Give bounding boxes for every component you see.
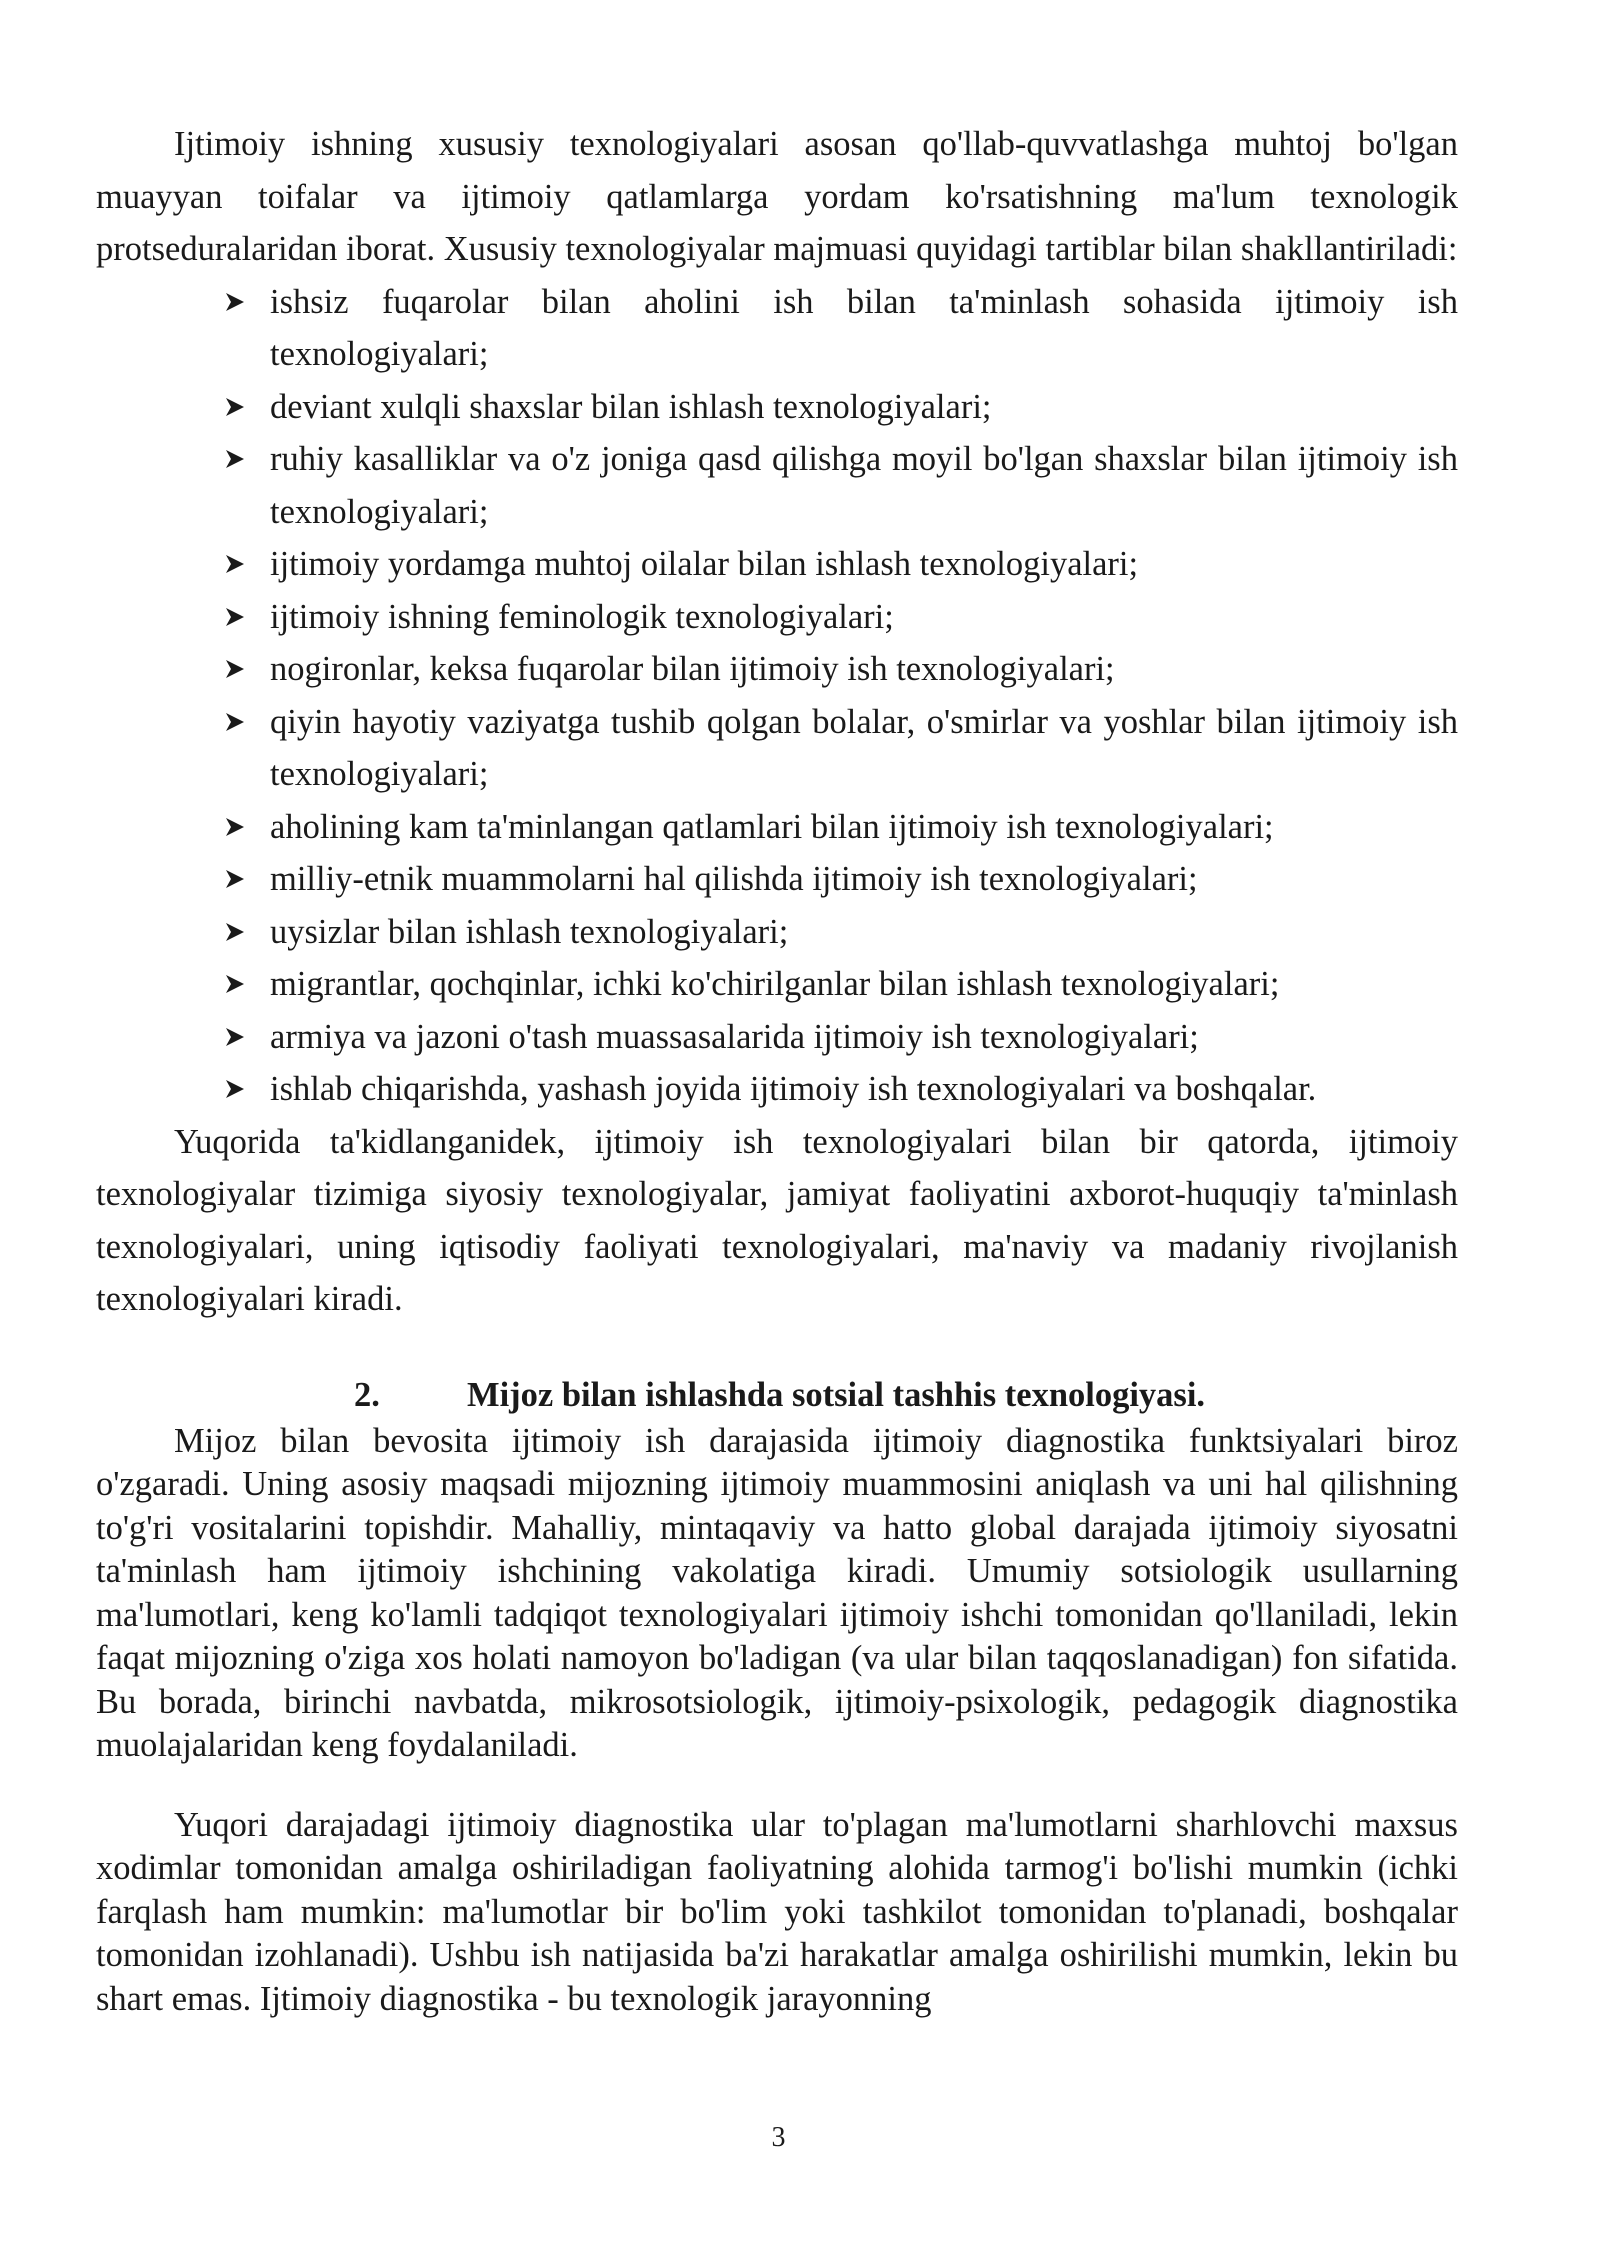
section-title: Mijoz bilan ishlashda sotsial tashhis texnologiyasi. bbox=[467, 1375, 1206, 1414]
paragraph-client-diagnostics: Mijoz bilan bevosita ijtimoiy ish darajasida ijtimoiy diagnostika funktsiyalari biroz o'zgaradi. Uning asosiy maqsadi mijozning ijtimoiy muammosini aniqlash va uni hal qilishning to'g'ri vositalarini topishdir. Mahalliy, mintaqaviy va hatto global darajada ijtimoiy siyosatni ta'minlash ham ijtimoiy ishchining vakolatiga kiradi. Umumiy sotsiologik usullarning ma'lumotlari, keng ko'lamli tadqiqot texnologiyalari ijtimoiy ishchi tomonidan qo'llaniladi, lekin faqat mijozning o'ziga xos holati namoyon bo'ladigan (va ular bilan taqqoslanadigan) fon sifatida. Bu borada, birinchi navbatda, mikrosotsiologik, ijtimoiy-psixologik, pedagogik diagnostika muolajalaridan keng foydalaniladi. bbox=[96, 1421, 1458, 1764]
list-item bbox=[270, 958, 1458, 1011]
list-item bbox=[270, 853, 1458, 906]
list-item bbox=[270, 538, 1458, 591]
arrowhead-bullet-icon bbox=[224, 853, 254, 906]
page-number: 3 bbox=[771, 2122, 786, 2153]
arrowhead-bullet-icon bbox=[224, 958, 254, 1011]
arrowhead-bullet-icon bbox=[224, 906, 254, 959]
list-item bbox=[270, 433, 1458, 538]
document-page bbox=[96, 118, 1458, 2021]
paragraph-spacer bbox=[96, 1768, 1458, 1804]
list-item-text: ishsiz fuqarolar bilan aholini ish bilan ta'minlash sohasida ijtimoiy ish texnologiyalari; bbox=[270, 282, 1458, 373]
list-item bbox=[270, 1063, 1458, 1116]
paragraph-intro: Ijtimoiy ishning xususiy texnologiyalari asosan qo'llab-quvvatlashga muhtoj bo'lgan muayyan toifalar va ijtimoiy qatlamlarga yordam ko'rsatishning ma'lum texnologik protseduralaridan iborat. Xususiy texnologiyalar majmuasi quyidagi tartiblar bilan shakllantiriladi: bbox=[96, 125, 1458, 268]
paragraph-higher-level-diagnostics: Yuqori darajadagi ijtimoiy diagnostika ular to'plagan ma'lumotlarni sharhlovchi maxsus xodimlar tomonidan amalga oshiriladigan faoliyatning alohida tarmog'i bo'lishi mumkin (ichki farqlash ham mumkin: ma'lumotlar bir bo'lim yoki tashkilot tomonidan to'planadi, boshqalar tomonidan izohlanadi). Ushbu ish natijasida ba'zi harakatlar amalga oshirilishi mumkin, lekin bu shart emas. Ijtimoiy diagnostika - bu texnologik jarayonning bbox=[96, 1805, 1458, 2018]
list-item bbox=[270, 591, 1458, 644]
list-item-text: uysizlar bilan ishlash texnologiyalari; bbox=[270, 912, 789, 951]
arrowhead-bullet-icon bbox=[224, 538, 254, 591]
arrowhead-bullet-icon bbox=[224, 276, 254, 329]
list-item-text: armiya va jazoni o'tash muassasalarida ijtimoiy ish texnologiyalari; bbox=[270, 1017, 1199, 1056]
arrowhead-bullet-icon bbox=[224, 433, 254, 486]
arrowhead-bullet-icon bbox=[224, 643, 254, 696]
list-item-text: ijtimoiy yordamga muhtoj oilalar bilan ishlash texnologiyalari; bbox=[270, 545, 1139, 583]
arrowhead-bullet-icon bbox=[224, 591, 254, 644]
list-item bbox=[270, 801, 1458, 854]
list-item bbox=[270, 906, 1458, 959]
list-item-text: ruhiy kasalliklar va o'z joniga qasd qilishga moyil bo'lgan shaxslar bilan ijtimoiy ish texnologiyalari; bbox=[270, 440, 1458, 531]
list-item bbox=[270, 276, 1458, 381]
list-item-text: qiyin hayotiy vaziyatga tushib qolgan bolalar, o'smirlar va yoshlar bilan ijtimoiy ish texnologiyalari; bbox=[270, 702, 1458, 793]
list-item-text: migrantlar, qochqinlar, ichki ko'chirilganlar bilan ishlash texnologiyalari; bbox=[270, 965, 1280, 1003]
list-item-text: deviant xulqli shaxslar bilan ishlash texnologiyalari; bbox=[270, 387, 992, 426]
technology-list bbox=[96, 276, 1458, 1116]
paragraph-summary: Yuqorida ta'kidlanganidek, ijtimoiy ish texnologiyalari bilan bir qatorda, ijtimoiy texnologiyalar tizimiga siyosiy texnologiyalar, jamiyat faoliyatini axborot-huquqiy ta'minlash texnologiyalari, uning iqtisodiy faoliyati texnologiyalari, ma'naviy va madaniy rivojlanish texnologiyalari kiradi. bbox=[96, 1122, 1458, 1318]
arrowhead-bullet-icon bbox=[224, 696, 254, 749]
list-item-text: aholining kam ta'minlangan qatlamlari bilan ijtimoiy ish texnologiyalari; bbox=[270, 807, 1274, 846]
list-item bbox=[270, 381, 1458, 434]
arrowhead-bullet-icon bbox=[224, 381, 254, 434]
arrowhead-bullet-icon bbox=[224, 1011, 254, 1064]
list-item bbox=[270, 696, 1458, 801]
list-item-text: ijtimoiy ishning feminologik texnologiyalari; bbox=[270, 597, 894, 636]
list-item-text: nogironlar, keksa fuqarolar bilan ijtimoiy ish texnologiyalari; bbox=[270, 650, 1115, 688]
list-item-text: ishlab chiqarishda, yashash joyida ijtimoiy ish texnologiyalari va boshqalar. bbox=[270, 1070, 1317, 1108]
arrowhead-bullet-icon bbox=[224, 1063, 254, 1116]
arrowhead-bullet-icon bbox=[224, 801, 254, 854]
list-item bbox=[270, 1011, 1458, 1064]
list-item-text: milliy-etnik muammolarni hal qilishda ijtimoiy ish texnologiyalari; bbox=[270, 860, 1198, 898]
section-heading bbox=[96, 1370, 1458, 1420]
list-item bbox=[270, 643, 1458, 696]
section-number: 2. bbox=[354, 1375, 380, 1414]
